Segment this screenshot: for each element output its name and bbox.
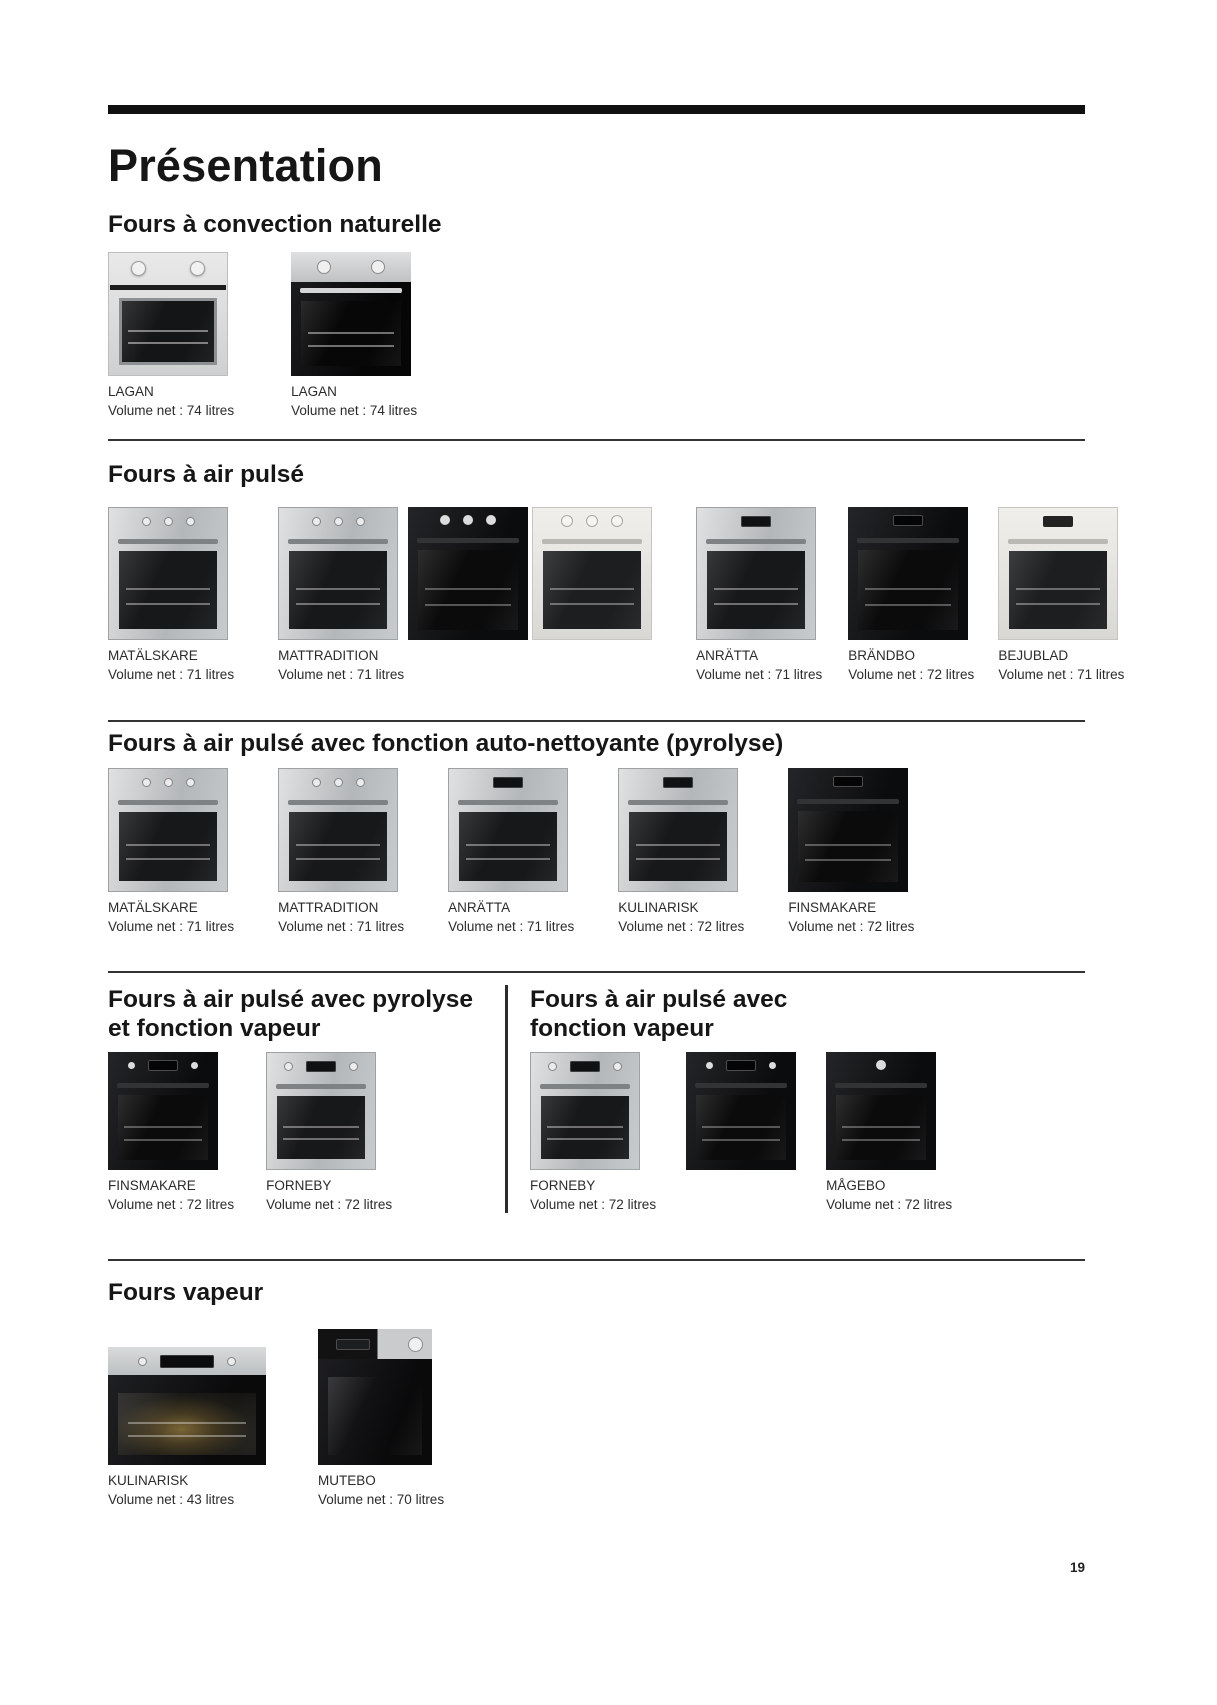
section-divider (108, 971, 1085, 973)
display-icon (726, 1060, 756, 1071)
oven-glass (707, 551, 805, 629)
knob-icon (142, 517, 151, 526)
product-volume: Volume net : 72 litres (266, 1197, 393, 1212)
black-oven-display-image (848, 507, 968, 640)
product-mutebo (318, 1329, 444, 1508)
product-name: FORNEBY (266, 1178, 332, 1193)
oven-rack-line (126, 603, 210, 605)
oven-rack-line (550, 588, 634, 590)
oven-glass (119, 812, 217, 881)
product-volume: Volume net : 71 litres (696, 667, 823, 682)
product-volume: Volume net : 70 litres (318, 1492, 445, 1507)
knob-icon (371, 260, 385, 274)
oven-rack-line (296, 844, 380, 846)
product-name: BRÄNDBO (848, 648, 915, 663)
display-icon (160, 1355, 214, 1368)
oven-door (274, 1081, 368, 1162)
knob-icon (227, 1357, 236, 1366)
product-name: BEJUBLAD (998, 648, 1069, 663)
oven-rack-line (126, 588, 210, 590)
stainless-oven-image (108, 507, 228, 640)
oven-door (538, 1081, 632, 1162)
oven-rack-line (636, 844, 720, 846)
oven-door (286, 536, 390, 632)
product-volume (408, 667, 528, 683)
product-name: FINSMAKARE (108, 1178, 196, 1193)
oven-glass (119, 551, 217, 629)
oven-rack-line (547, 1138, 623, 1140)
oven-glass (289, 812, 387, 881)
oven-rack-line (335, 1414, 416, 1416)
display-icon (493, 777, 523, 788)
product-name: LAGAN (108, 384, 154, 399)
product-name (532, 648, 652, 664)
oven-glass (277, 1096, 365, 1159)
section-convection-naturelle (108, 210, 1085, 419)
knob-icon (312, 517, 321, 526)
knob-icon (334, 778, 343, 787)
oven-rack-line (1016, 603, 1100, 605)
oven-control-panel (449, 769, 567, 795)
oven-rack-line (425, 588, 511, 590)
oven-glass (541, 1096, 629, 1159)
product-name: KULINARISK (618, 900, 699, 915)
oven-control-panel (108, 1052, 218, 1078)
oven-door (833, 1080, 929, 1163)
product-volume: Volume net : 72 litres (848, 667, 975, 682)
black-oven-display-image (788, 768, 908, 892)
oven-control-panel (697, 508, 815, 534)
oven-rack-line (124, 1126, 201, 1128)
oven-rack-line (128, 1435, 247, 1437)
oven-door (115, 1080, 211, 1163)
product-row (108, 1052, 505, 1213)
product-name: FORNEBY (530, 1178, 596, 1193)
oven-control-panel (109, 508, 227, 534)
product-forneby (530, 1052, 656, 1213)
product-mattradition (278, 768, 404, 935)
product-mågebo (826, 1052, 952, 1213)
knob-icon (613, 1062, 622, 1071)
knob-icon (334, 517, 343, 526)
display-icon (663, 777, 693, 788)
product-name: ANRÄTTA (696, 648, 759, 663)
product-volume: Volume net : 71 litres (108, 667, 235, 682)
oven-door (626, 797, 730, 884)
product-volume: Volume net : 74 litres (108, 403, 235, 418)
product-matälskare (108, 507, 234, 683)
oven-glass (836, 1095, 926, 1160)
knob-icon (548, 1062, 557, 1071)
product-row (108, 252, 1085, 419)
oven-control-panel (108, 1347, 266, 1375)
oven-rack-line (805, 844, 891, 846)
stainless-oven-display-image (696, 507, 816, 640)
knob-icon (138, 1357, 147, 1366)
product-variant (408, 507, 528, 683)
product-lagan (291, 252, 417, 419)
oven-door (115, 1378, 259, 1458)
knob-icon (349, 1062, 358, 1071)
product-volume: Volume net : 72 litres (530, 1197, 657, 1212)
oven-rack-line (308, 345, 394, 347)
oven-control-panel (531, 1053, 639, 1079)
oven-rack-line (283, 1138, 359, 1140)
oven-door (116, 536, 220, 632)
oven-rack-line (308, 332, 394, 334)
section-fours-vapeur (108, 1278, 1085, 1508)
display-icon (148, 1060, 178, 1071)
product-variant (532, 507, 652, 683)
product-finsmakare (108, 1052, 234, 1213)
oven-rack-line (865, 588, 951, 590)
two-column-block (108, 985, 1085, 1213)
oven-door (298, 286, 404, 369)
section-pyrolyse-vapeur (108, 985, 505, 1213)
section-vapeur-air-pulse (530, 985, 952, 1213)
oven-rack-line (702, 1126, 779, 1128)
oven-control-panel (279, 769, 397, 795)
knob-icon (317, 260, 331, 274)
oven-rack-line (126, 858, 210, 860)
oven-rack-line (550, 603, 634, 605)
oven-rack-line (714, 603, 798, 605)
oven-door (1006, 536, 1110, 632)
oven-control-panel (408, 507, 528, 533)
oven-door (540, 536, 644, 632)
oven-rack-line (128, 1422, 247, 1424)
display-icon (570, 1061, 600, 1072)
oven-rack-line (466, 858, 550, 860)
oven-door (855, 535, 961, 633)
section-heading: Fours à air pulsé avec pyrolyse et fonction vapeur (108, 986, 473, 1042)
section-air-pulse (108, 460, 1125, 683)
section-heading: Fours à air pulsé avec fonction vapeur (530, 986, 788, 1042)
product-matälskare (108, 768, 234, 935)
knob-icon (191, 1062, 198, 1069)
oven-door (286, 797, 390, 884)
product-row (108, 768, 1085, 935)
display-icon (833, 776, 863, 787)
product-volume (686, 1197, 796, 1213)
page-number: 19 (1069, 1560, 1085, 1575)
product-name: MATTRADITION (278, 900, 379, 915)
oven-control-panel (619, 769, 737, 795)
oven-glass (418, 550, 518, 630)
oven-door (116, 797, 220, 884)
oven-rack-line (128, 342, 207, 344)
oven-door (415, 535, 521, 633)
oven-control-panel (318, 1329, 432, 1359)
oven-control-panel (999, 508, 1117, 534)
knob-icon (131, 261, 146, 276)
page-title: Présentation (108, 140, 383, 191)
oven-glass (328, 1377, 422, 1455)
black-oven-steel-top-two-knobs-image (291, 252, 411, 376)
black-oven-control-strip-image (108, 1052, 218, 1170)
product-bejublad (998, 507, 1124, 683)
display-icon (306, 1061, 336, 1072)
stainless-oven-display-knobs-image (530, 1052, 640, 1170)
product-row (530, 1052, 952, 1213)
product-kulinarisk (108, 1347, 266, 1508)
oven-door (456, 797, 560, 884)
oven-rack-line (842, 1139, 919, 1141)
knob-icon (769, 1062, 776, 1069)
oven-rack-line (714, 588, 798, 590)
oven-rack-line (124, 1139, 201, 1141)
black-oven-steel-corner-image (318, 1329, 432, 1465)
knob-icon (284, 1062, 293, 1071)
section-pyrolyse (108, 729, 1085, 935)
compact-steam-oven-lit-image (108, 1347, 266, 1465)
section-heading: Fours à air pulsé (108, 461, 305, 488)
section-heading: Fours à convection naturelle (108, 211, 442, 238)
product-name: ANRÄTTA (448, 900, 511, 915)
product-name: MATTRADITION (278, 648, 379, 663)
black-oven-display-knobs-image (686, 1052, 796, 1170)
oven-control-panel (291, 252, 411, 282)
product-volume: Volume net : 71 litres (448, 919, 575, 934)
display-icon (336, 1339, 370, 1350)
oven-door (795, 796, 901, 885)
knob-icon (186, 778, 195, 787)
black-oven-three-knobs-image (408, 507, 528, 640)
oven-glass (119, 298, 217, 365)
product-anrätta (448, 768, 574, 935)
product-volume: Volume net : 43 litres (108, 1492, 235, 1507)
product-volume: Volume net : 72 litres (108, 1197, 235, 1212)
oven-rack-line (805, 859, 891, 861)
oven-glass (301, 301, 401, 366)
oven-rack-line (283, 1126, 359, 1128)
product-name: LAGAN (291, 384, 337, 399)
oven-glass (289, 551, 387, 629)
oven-control-panel (109, 253, 227, 283)
section-heading: Fours vapeur (108, 1279, 264, 1306)
stainless-oven-image (108, 768, 228, 892)
product-forneby (266, 1052, 392, 1213)
product-volume: Volume net : 71 litres (108, 919, 235, 934)
product-name: MUTEBO (318, 1473, 376, 1488)
oven-rack-line (865, 604, 951, 606)
oven-rack-line (296, 603, 380, 605)
product-name (408, 648, 528, 664)
product-name: FINSMAKARE (788, 900, 877, 915)
top-rule (108, 105, 1085, 114)
knob-icon (356, 517, 365, 526)
oven-control-panel (848, 507, 968, 533)
oven-control-panel (826, 1052, 936, 1078)
knob-icon (561, 515, 573, 527)
product-brändbo (848, 507, 974, 683)
knob-icon (440, 515, 450, 525)
oven-control-panel (109, 769, 227, 795)
oven-control-panel (686, 1052, 796, 1078)
oven-rack-line (842, 1126, 919, 1128)
display-icon (741, 516, 771, 527)
stainless-oven-display-image (448, 768, 568, 892)
product-lagan (108, 252, 234, 419)
oven-rack-line (335, 1429, 416, 1431)
oven-glass (696, 1095, 786, 1160)
product-name (686, 1178, 796, 1194)
knob-icon (190, 261, 205, 276)
knob-icon (463, 515, 473, 525)
oven-rack-line (1016, 588, 1100, 590)
product-name: MATÄLSKARE (108, 648, 198, 663)
product-volume: Volume net : 71 litres (278, 667, 405, 682)
catalog-page (0, 105, 1217, 1575)
product-anrätta (696, 507, 822, 683)
knob-icon (356, 778, 365, 787)
product-volume: Volume net : 74 litres (291, 403, 418, 418)
knob-icon (164, 517, 173, 526)
stainless-oven-display-image (618, 768, 738, 892)
product-volume (532, 667, 652, 683)
display-icon (893, 515, 923, 526)
knob-icon (611, 515, 623, 527)
product-row (108, 507, 1125, 683)
knob-icon (876, 1060, 886, 1070)
product-variant (686, 1052, 796, 1213)
oven-glass (543, 551, 641, 629)
product-finsmakare (788, 768, 914, 935)
product-name: MATÄLSKARE (108, 900, 198, 915)
product-kulinarisk (618, 768, 744, 935)
product-name: KULINARISK (108, 1473, 189, 1488)
oven-rack-line (466, 844, 550, 846)
display-icon (1043, 516, 1073, 527)
section-heading: Fours à air pulsé avec fonction auto-nettoyante (pyrolyse) (108, 730, 784, 757)
oven-rack-line (702, 1139, 779, 1141)
product-volume: Volume net : 72 litres (788, 919, 915, 934)
product-name: MÅGEBO (826, 1178, 886, 1193)
oven-glass (629, 812, 727, 881)
stainless-oven-image (278, 507, 398, 640)
oven-glass (798, 811, 898, 882)
oven-rack-line (126, 844, 210, 846)
section-divider (108, 1259, 1085, 1261)
oven-glass (118, 1095, 208, 1160)
oven-rack-line (296, 588, 380, 590)
oven-door (116, 285, 220, 368)
oven-glass (459, 812, 557, 881)
oven-glass (1009, 551, 1107, 629)
oven-glass (118, 1393, 256, 1455)
oven-rack-line (425, 604, 511, 606)
oven-glass (858, 550, 958, 630)
product-mattradition (278, 507, 404, 683)
oven-rack-line (547, 1126, 623, 1128)
product-row (108, 1329, 1085, 1508)
oven-control-panel (267, 1053, 375, 1079)
white-oven-three-knobs-image (532, 507, 652, 640)
product-volume: Volume net : 72 litres (618, 919, 745, 934)
white-oven-two-knobs-image (108, 252, 228, 376)
section-divider (108, 439, 1085, 441)
product-volume: Volume net : 71 litres (278, 919, 405, 934)
oven-rack-line (296, 858, 380, 860)
oven-rack-line (128, 330, 207, 332)
product-volume: Volume net : 71 litres (998, 667, 1125, 682)
oven-door (704, 536, 808, 632)
oven-control-panel (279, 508, 397, 534)
product-volume: Volume net : 72 litres (826, 1197, 953, 1212)
knob-icon (706, 1062, 713, 1069)
black-oven-dial-image (826, 1052, 936, 1170)
oven-control-panel (533, 508, 651, 534)
knob-icon (586, 515, 598, 527)
knob-icon (128, 1062, 135, 1069)
knob-icon (486, 515, 496, 525)
knob-icon (186, 517, 195, 526)
oven-door (693, 1080, 789, 1163)
oven-control-panel (788, 768, 908, 794)
stainless-oven-display-knobs-image (266, 1052, 376, 1170)
white-oven-display-image (998, 507, 1118, 640)
knob-icon (142, 778, 151, 787)
stainless-oven-image (278, 768, 398, 892)
oven-rack-line (636, 858, 720, 860)
knob-icon (312, 778, 321, 787)
knob-icon (164, 778, 173, 787)
oven-door (325, 1362, 425, 1458)
column-divider (505, 985, 508, 1213)
section-divider (108, 720, 1085, 722)
